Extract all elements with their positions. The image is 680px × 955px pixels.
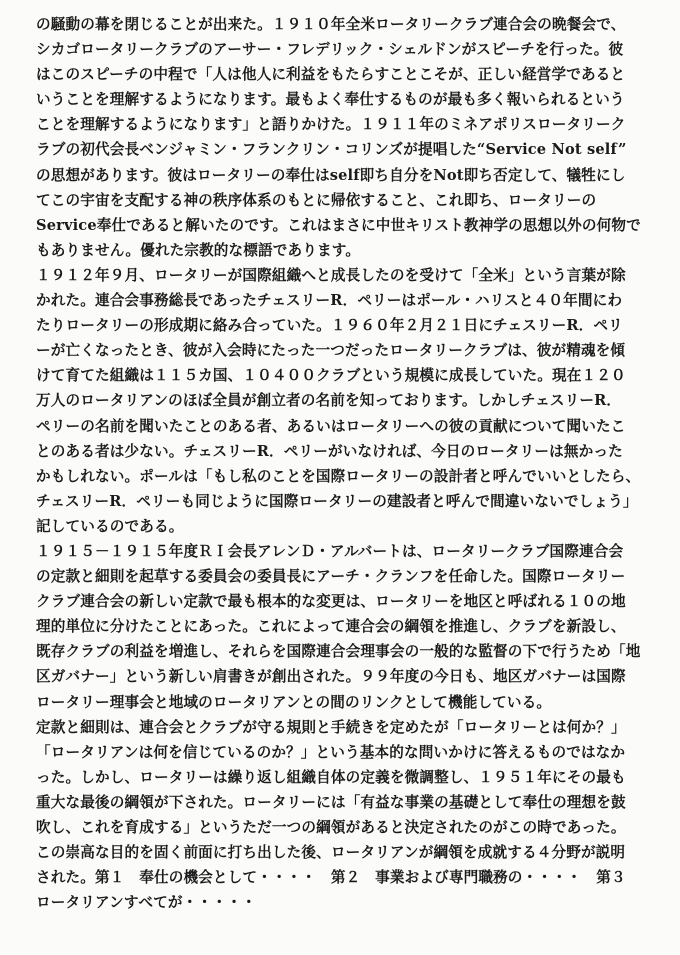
text-line: ーが亡くなったとき、彼が入会時にたった一つだったロータリークラブは、彼が精魂を傾 bbox=[36, 342, 626, 360]
text-line: った。しかし、ロータリーは繰り返し組織自体の定義を微調整し、１９５１年にその最も bbox=[36, 768, 626, 786]
text-line: ロータリアンすべてが・・・・・ bbox=[36, 894, 257, 912]
text-line: 既存クラブの利益を増進し、それらを国際連合会理事会の一般的な監督の下で行うため「地 bbox=[36, 643, 641, 661]
text-line: けて育てた組織は１１５カ国、１０４００クラブという規模に成長していた。現在１２０ bbox=[36, 367, 626, 385]
text-line: シカゴロータリークラブのアーサー・フレデリック・シェルドンがスピーチを行った。彼 bbox=[36, 41, 624, 59]
text-line: 吹し、これを育成する」というただ一つの綱領があると決定されたのがこの時であった。 bbox=[36, 819, 626, 836]
text-line: １９１５－１９１５年度ＲＩ会長アレンＤ・アルバートは、ロータリークラブ国際連合会 bbox=[36, 542, 624, 560]
text-line: の思想があります。彼はロータリーの奉仕はself即ち自分をNot即ち否定して、犠牲にし bbox=[36, 166, 626, 184]
text-line: いうことを理解するようになります。最もよく奉仕するものが最も多く報いられるという bbox=[36, 91, 625, 109]
text-line: １９１２年９月、ロータリーが国際組織へと成長したのを受けて「全米」という言葉が除 bbox=[36, 266, 626, 284]
text-line: 万人のロータリアンのほぼ全員が創立者の名前を知っております。しかしチェスリーR． bbox=[36, 392, 622, 410]
text-line: てこの宇宙を支配する神の秩序体系のもとに帰依すること、これ即ち、ロータリーの bbox=[36, 191, 597, 209]
text-line: の騒動の幕を閉じることが出来た。１９１０年全米ロータリークラブ連合会の晩餐会で、 bbox=[36, 16, 626, 33]
text-line: とのある者は少ない。チェスリーR．ペリーがいなければ、今日のロータリーは無かった bbox=[36, 442, 623, 460]
text-line: 重大な最後の綱領が下された。ロータリーには「有益な事業の基礎として奉仕の理想を鼓 bbox=[36, 793, 626, 811]
text-line: 区ガバナー」という新しい肩書きが創出された。９９年度の今日も、地区ガバナーは国際 bbox=[36, 668, 626, 686]
text-line: の定款と細則を起草する委員会の委員長にアーチ・クランフを任命した。国際ロータリー bbox=[36, 568, 626, 586]
text-line: ことを理解するようになります」と語りかけた。１９１１年のミネアポリスロータリーク bbox=[36, 116, 626, 134]
text-line: もありません。優れた宗教的な標語であります。 bbox=[36, 241, 361, 259]
text-line: たりロータリーの形成期に絡み合っていた。１９６０年２月２１日にチェスリーR．ペリ bbox=[36, 317, 623, 335]
text-line: はこのスピーチの中程で「人は他人に利益をもたらすことこそが、正しい経営学であると bbox=[36, 66, 626, 84]
text-line: ペリーの名前を聞いたことのある者、あるいはロータリーへの彼の貢献について聞いたこ bbox=[36, 417, 626, 435]
text-line: チェスリーR．ペリーも同じように国際ロータリーの建設者と呼んで間違いないでしょう」 bbox=[36, 492, 638, 510]
text-line: ロータリー理事会と地域のロータリアンとの間のリンクとして機能している。 bbox=[36, 693, 552, 711]
text-line: 「ロータリアンは何を信じているのか？」という基本的な問いかけに答えるものではなか bbox=[36, 743, 626, 761]
text-line: かれた。連合会事務総長であったチェスリーR．ペリーはポール・ハリスと４０年間にわ bbox=[36, 292, 623, 310]
text-line: かもしれない。ポールは「もし私のことを国際ロータリーの設計者と呼んでいいとしたら、 bbox=[36, 467, 641, 485]
text-line: 記しているのである。 bbox=[36, 517, 184, 535]
text-line: ラブの初代会長ベンジャミン・フランクリン・コリンズが提唱した“Service Not self” bbox=[36, 141, 627, 159]
text-line: この崇高な目的を固く前面に打ち出した後、ロータリアンが綱領を成就する４分野が説明 bbox=[36, 844, 626, 862]
text-line: Service奉仕であると解いたのです。これはまさに中世キリスト教神学の思想以外の何物で bbox=[36, 216, 641, 234]
text-line: 定款と細則は、連合会とクラブが守る規則と手続きを定めたが「ロータリーとは何か？」 bbox=[36, 718, 626, 736]
text-line: された。第１ 奉仕の機会として・・・・ 第２ 事業および専門職務の・・・・ 第３ bbox=[36, 869, 626, 887]
text-line: クラブ連合会の新しい定款で最も根本的な変更は、ロータリーを地区と呼ばれる１０の地 bbox=[36, 593, 626, 611]
text-line: 理的単位に分けたことにあった。これによって連合会の綱領を推進し、クラブを新設し、 bbox=[36, 618, 626, 636]
document-body bbox=[36, 12, 648, 915]
